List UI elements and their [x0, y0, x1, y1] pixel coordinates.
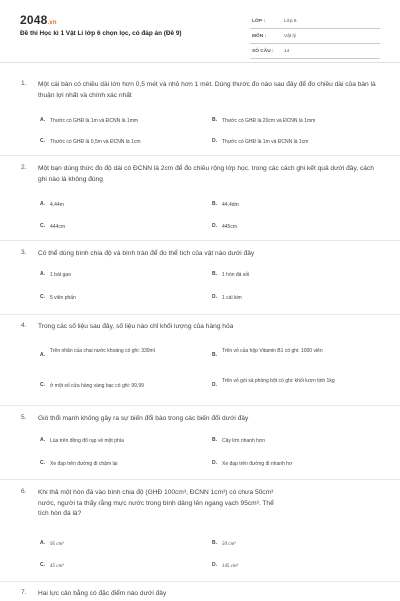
option-letter: A.: [40, 352, 45, 358]
meta-value: Vật lý: [284, 34, 296, 39]
meta-value: Lớp 6: [284, 19, 297, 24]
option-text: 444cm: [50, 224, 66, 230]
option-text: Xe đạp trên đường đi chậm lại: [50, 461, 118, 467]
site-logo[interactable]: [20, 13, 57, 27]
option-letter: A.: [40, 540, 45, 546]
question-7: [0, 581, 400, 601]
question-text: Gió thổi mạnh không gây ra sự biến đổi bào trong các biến đổi dưới đây: [38, 415, 249, 422]
question-text: Trong các số liệu sau đây, số liệu nào chỉ khối lượng của hàng hóa: [38, 323, 234, 330]
question-text-line: nước, người ta thấy rằng mực nước trong bình dâng lên ngang vạch 95cm³. Thể: [38, 499, 274, 507]
option-letter: D.: [212, 138, 217, 144]
meta-row-count: [250, 44, 380, 59]
question-number: 6.: [21, 488, 27, 495]
question-text: [38, 488, 383, 520]
option-letter: C.: [40, 294, 45, 300]
question-3: [0, 240, 400, 301]
question-4: [0, 314, 400, 389]
option-text: Trên vỏ gói xà phòng bột có ghi: khối lượn tịnh 1kg: [222, 378, 335, 384]
option-text: 44,4dm: [222, 202, 239, 208]
question-5: [0, 405, 400, 467]
option-text: 4,44m: [50, 202, 64, 208]
logo-main: 2048: [20, 13, 48, 27]
question-number: 2.: [21, 164, 27, 171]
question-number: 1.: [21, 80, 27, 87]
logo-suffix: .vn: [47, 20, 57, 26]
option-text: 1 cái kim: [222, 295, 242, 301]
question-text-line: Khi thả một hòn đá vào bình chia độ (GHĐ 100cm³, ĐCNN 1cm³) có chưa 50cm³: [38, 489, 274, 496]
question-number: 5.: [21, 414, 27, 421]
option-letter: C.: [40, 138, 45, 144]
question-number: 3.: [21, 249, 27, 256]
option-text: Trên vỏ của hộp Vitamin B1 có ghi: 1000 viên: [222, 348, 323, 354]
question-text: Có thể dùng bình chia độ và bình tràn để đo thể tích của vật nào dưới đây: [38, 250, 255, 257]
option-letter: D.: [212, 382, 217, 388]
option-letter: A.: [40, 201, 45, 207]
option-text: 1 bát gạo: [50, 272, 71, 278]
meta-label: SỐ CÂU :: [252, 49, 274, 54]
option-letter: B.: [212, 540, 217, 546]
option-text: 445cm: [222, 224, 238, 230]
question-text: Hai lực cân bằng có đặc điểm nào dưới đây: [38, 590, 167, 597]
option-text: 50 cm³: [222, 542, 236, 547]
option-text: 5 viên phấn: [50, 295, 76, 301]
option-text: Trên nhãn của chai nước khoáng có ghi: 330ml: [50, 348, 155, 354]
option-text: Thước có GHĐ là 0,5m và ĐCNN là 1cm: [50, 139, 141, 145]
header-divider: [0, 62, 400, 63]
question-text-line: tích hòn đá là?: [38, 510, 82, 517]
option-letter: A.: [40, 271, 45, 277]
page-title: Đề thi Học kì 1 Vật Lí lớp 6 chọn lọc, có đáp án (Đề 9): [20, 30, 182, 37]
option-letter: D.: [212, 562, 217, 568]
question-number: 4.: [21, 322, 27, 329]
option-text: 45 cm³: [50, 564, 64, 569]
option-text: ở một số cửa hàng vàng bạc có ghi: 99,99: [50, 383, 144, 389]
option-letter: B.: [212, 201, 217, 207]
option-text: Thước có GHĐ là 20cm và ĐCNN là 1mm: [222, 118, 316, 124]
option-text: 95 cm³: [50, 542, 64, 547]
option-letter: B.: [212, 271, 217, 277]
option-letter: D.: [212, 460, 217, 466]
question-number: 7.: [21, 589, 27, 596]
meta-label: MÔN :: [252, 34, 267, 39]
option-letter: C.: [40, 562, 45, 568]
option-text: Cây lớn nhanh hơn: [222, 438, 265, 444]
header: [0, 0, 400, 62]
option-letter: D.: [212, 223, 217, 229]
option-letter: D.: [212, 294, 217, 300]
option-letter: B.: [212, 117, 217, 123]
question-2: [0, 155, 400, 230]
option-letter: A.: [40, 117, 45, 123]
option-letter: B.: [212, 437, 217, 443]
option-letter: C.: [40, 460, 45, 466]
option-letter: B.: [212, 352, 217, 358]
option-text: 145 cm³: [222, 564, 239, 569]
meta-label: LỚP :: [252, 19, 266, 24]
option-text: 1 hòn đá sỏi: [222, 272, 250, 278]
question-text: Một bạn dùng thức đo độ dài có ĐCNN là 2cm để đo chiều rộng lớp học. trong các cách ghi kết quả dưới đây, cách ghi nào là không đúng: [38, 165, 374, 183]
meta-table: [250, 14, 380, 59]
option-letter: C.: [40, 223, 45, 229]
option-text: Xe đạp trên đường đi nhanh hơ: [222, 461, 293, 467]
option-text: Lúa trên đồng đổ rạp về một phía: [50, 438, 124, 444]
meta-value: 14: [284, 49, 290, 54]
option-text: Thước có GHĐ là 1m và ĐCNN là 1cm: [222, 139, 309, 145]
option-letter: C.: [40, 382, 45, 388]
option-text: Thước có GHĐ là 1m và ĐCNN là 1mm: [50, 118, 139, 124]
question-text: Một cái bàn có chiều dài lớn hơn 0,5 mét và nhỏ hơn 1 mét. Dùng thước đo nào sau đây để đo chiều dài của bàn là thuận lợi nhất và chính xác nhất: [38, 81, 376, 99]
option-letter: A.: [40, 437, 45, 443]
meta-row-subject: [250, 29, 380, 44]
meta-row-class: [250, 14, 380, 29]
question-6: [0, 479, 400, 569]
